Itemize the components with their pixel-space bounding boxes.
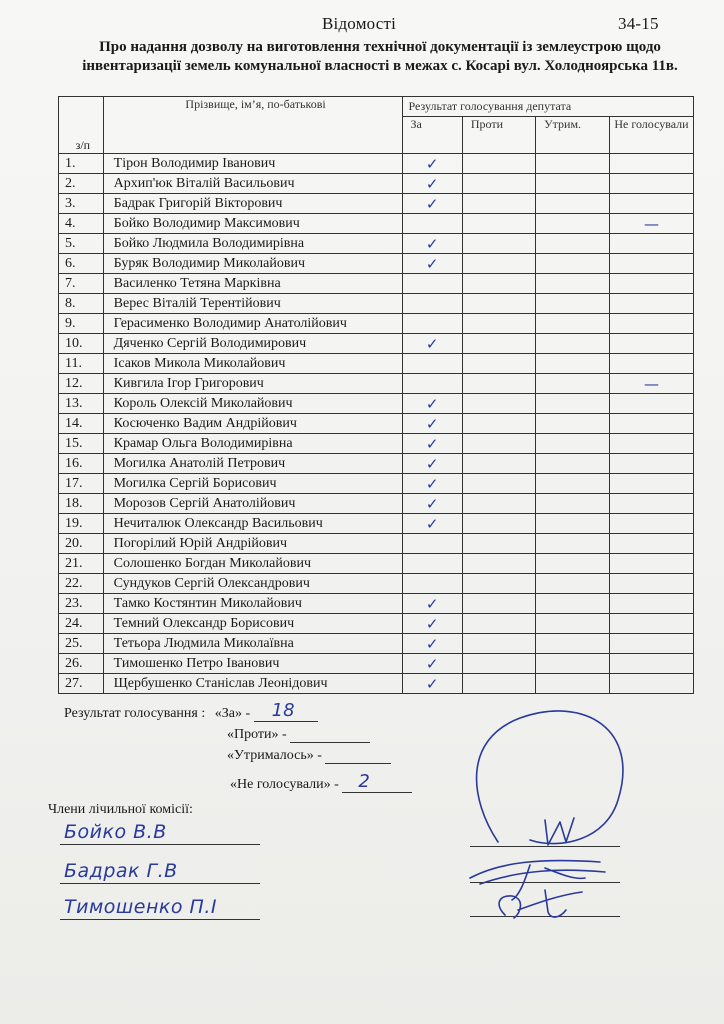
row-number: 21. xyxy=(59,554,104,574)
row-vote-for: ✓ xyxy=(402,254,462,274)
row-number: 9. xyxy=(59,314,104,334)
row-number: 18. xyxy=(59,494,104,514)
row-number: 22. xyxy=(59,574,104,594)
signature-3 xyxy=(499,890,582,918)
row-deputy-name: Крамар Ольга Володимирівна xyxy=(103,434,402,454)
commission-member-1-name: Бойко В.В xyxy=(64,821,167,843)
row-vote-for: ✓ xyxy=(402,614,462,634)
row-number: 23. xyxy=(59,594,104,614)
row-deputy-name: Верес Віталій Терентійович xyxy=(103,294,402,314)
row-number: 17. xyxy=(59,474,104,494)
row-vote-for: ✓ xyxy=(402,234,462,254)
row-deputy-name: Тамко Костянтин Миколайович xyxy=(103,594,402,614)
row-vote-for: ✓ xyxy=(402,394,462,414)
row-deputy-name: Морозов Сергій Анатолійович xyxy=(103,494,402,514)
row-deputy-name: Архип'юк Віталій Васильович xyxy=(103,174,402,194)
row-deputy-name: Буряк Володимир Миколайович xyxy=(103,254,402,274)
row-deputy-name: Дяченко Сергій Володимирович xyxy=(103,334,402,354)
row-vote-for: ✓ xyxy=(402,514,462,534)
row-deputy-name: Василенко Тетяна Марківна xyxy=(103,274,402,294)
abstain-label: «Утрималось» - xyxy=(227,748,322,763)
document-subtitle: Про надання дозволу на виготовлення технічної документації із землеустрою щодо інвентаризації земель комунальної власності в межах с. Косарі вул. Холодноярська 11в. xyxy=(82,39,678,74)
row-number: 4. xyxy=(59,214,104,234)
header-abstain: Утрим. xyxy=(536,117,610,154)
row-deputy-name: Бойко Людмила Володимирівна xyxy=(103,234,402,254)
row-number: 12. xyxy=(59,374,104,394)
row-number: 20. xyxy=(59,534,104,554)
row-vote-for: ✓ xyxy=(402,154,462,174)
commission-label: Члени лічильної комісії: xyxy=(48,802,193,817)
row-number: 5. xyxy=(59,234,104,254)
row-number: 11. xyxy=(59,354,104,374)
row-number: 1. xyxy=(59,154,104,174)
row-number: 26. xyxy=(59,654,104,674)
for-value: 18 xyxy=(271,700,295,721)
row-deputy-name: Герасименко Володимир Анатолійович xyxy=(103,314,402,334)
row-deputy-name: Косюченко Вадим Андрійович xyxy=(103,414,402,434)
row-number: 19. xyxy=(59,514,104,534)
row-vote-for: ✓ xyxy=(402,474,462,494)
row-deputy-name: Бойко Володимир Максимович xyxy=(103,214,402,234)
row-deputy-name: Солошенко Богдан Миколайович xyxy=(103,554,402,574)
row-number: 24. xyxy=(59,614,104,634)
row-deputy-name: Сундуков Сергій Олександрович xyxy=(103,574,402,594)
row-deputy-name: Могилка Анатолій Петрович xyxy=(103,454,402,474)
row-vote-for: ✓ xyxy=(402,634,462,654)
row-number: 6. xyxy=(59,254,104,274)
row-number: 2. xyxy=(59,174,104,194)
row-deputy-name: Могилка Сергій Борисович xyxy=(103,474,402,494)
header-result: Результат голосування депутата xyxy=(402,97,694,117)
commission-member-3-name: Тимошенко П.І xyxy=(64,896,217,918)
header-name: Прізвище, ім’я, по-батькові xyxy=(103,97,402,154)
row-number: 14. xyxy=(59,414,104,434)
for-label: «За» - xyxy=(214,706,251,721)
row-vote-for: ✓ xyxy=(402,494,462,514)
row-vote-for: ✓ xyxy=(402,434,462,454)
document-title: Відомості xyxy=(322,14,397,33)
row-deputy-name: Темний Олександр Борисович xyxy=(103,614,402,634)
signature-2 xyxy=(470,861,605,900)
row-vote-for: ✓ xyxy=(402,194,462,214)
row-vote-for: ✓ xyxy=(402,654,462,674)
row-deputy-name: Щербушенко Станіслав Леонідович xyxy=(103,674,402,694)
row-vote-novote: — xyxy=(609,374,693,394)
row-number: 25. xyxy=(59,634,104,654)
signature-1 xyxy=(477,711,623,845)
row-number: 15. xyxy=(59,434,104,454)
row-number: 7. xyxy=(59,274,104,294)
row-number: 27. xyxy=(59,674,104,694)
row-deputy-name: Кивгила Ігор Григорович xyxy=(103,374,402,394)
against-label: «Проти» - xyxy=(227,727,287,742)
novote-value: 2 xyxy=(358,771,370,792)
header-number: з/п xyxy=(59,97,104,154)
row-number: 8. xyxy=(59,294,104,314)
header-against: Проти xyxy=(462,117,535,154)
header-novote: Не голосували xyxy=(609,117,693,154)
novote-label: «Не голосували» - xyxy=(230,777,339,792)
row-vote-for: ✓ xyxy=(402,174,462,194)
row-deputy-name: Бадрак Григорій Вікторович xyxy=(103,194,402,214)
results-label: Результат голосування : xyxy=(64,706,206,721)
document-number: 34-15 xyxy=(618,14,659,33)
commission-member-2-name: Бадрак Г.В xyxy=(64,860,178,882)
row-deputy-name: Тірон Володимир Іванович xyxy=(103,154,402,174)
row-vote-for: ✓ xyxy=(402,334,462,354)
header-for: За xyxy=(402,117,462,154)
row-number: 16. xyxy=(59,454,104,474)
row-deputy-name: Тетьора Людмила Миколаївна xyxy=(103,634,402,654)
row-deputy-name: Нечиталюк Олександр Васильович xyxy=(103,514,402,534)
row-vote-for: ✓ xyxy=(402,414,462,434)
row-vote-for: ✓ xyxy=(402,454,462,474)
row-number: 10. xyxy=(59,334,104,354)
row-vote-for: ✓ xyxy=(402,674,462,694)
row-deputy-name: Погорілий Юрій Андрійович xyxy=(103,534,402,554)
row-number: 13. xyxy=(59,394,104,414)
row-deputy-name: Тимошенко Петро Іванович xyxy=(103,654,402,674)
row-vote-novote: — xyxy=(609,214,693,234)
row-deputy-name: Ісаков Микола Миколайович xyxy=(103,354,402,374)
row-deputy-name: Король Олексій Миколайович xyxy=(103,394,402,414)
row-number: 3. xyxy=(59,194,104,214)
row-vote-for: ✓ xyxy=(402,594,462,614)
